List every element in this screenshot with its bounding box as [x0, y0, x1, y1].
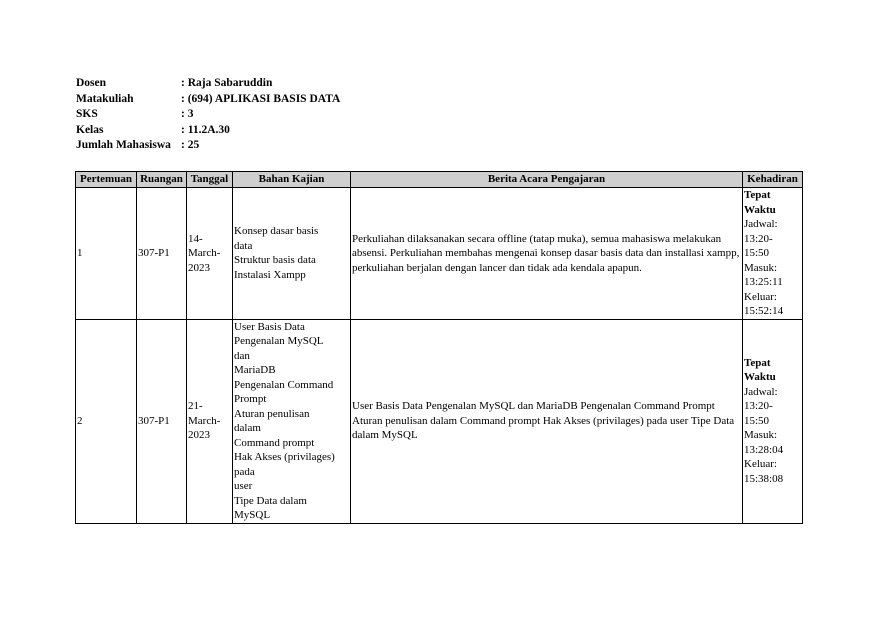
cell-line: 2023: [188, 261, 210, 274]
info-label: Dosen: [76, 77, 107, 89]
cell-line: March-: [188, 414, 221, 427]
cell-line: 13:25:11: [744, 276, 783, 288]
cell-pertemuan: 2: [76, 319, 137, 523]
teaching-report-table: [75, 171, 803, 524]
cell-line: 13:20-: [744, 400, 773, 413]
cell-line: 15:52:14: [744, 305, 784, 317]
cell-line: MariaDB: [234, 364, 276, 376]
cell-line: data: [234, 239, 253, 252]
cell-line: Pengenalan MySQL: [234, 335, 324, 347]
info-label: SKS: [76, 108, 98, 120]
cell-line: Prompt: [234, 393, 267, 405]
info-value: : 3: [181, 108, 194, 120]
cell-line: MySQL: [234, 509, 271, 521]
info-label: Matakuliah: [76, 92, 134, 105]
status-label: Waktu: [744, 203, 776, 216]
cell-line: Struktur basis data: [234, 254, 316, 267]
cell-line: user: [234, 480, 253, 492]
cell-line: 15:50: [744, 247, 770, 259]
cell-line: Masuk:: [744, 429, 777, 442]
table-row: [76, 188, 803, 320]
info-label: Kelas: [76, 123, 104, 136]
cell-line: pada: [234, 465, 255, 478]
column-header-pertemuan: Pertemuan: [76, 172, 137, 188]
info-value: : (694) APLIKASI BASIS DATA: [181, 92, 341, 105]
cell-line: Instalasi Xampp: [234, 268, 306, 281]
cell-line: Keluar:: [744, 458, 777, 471]
column-header-bahan-kajian: Bahan Kajian: [233, 172, 351, 188]
cell-pertemuan: 1: [76, 188, 137, 320]
cell-line: 13:20-: [744, 232, 773, 245]
cell-bahan-kajian: [233, 319, 351, 523]
cell-line: User Basis Data: [234, 320, 305, 333]
cell-line: March-: [188, 247, 221, 259]
cell-tanggal: [187, 188, 233, 320]
info-value: : 25: [181, 139, 200, 151]
info-label: Jumlah Mahasiswa: [76, 139, 171, 151]
status-label: Tepat: [744, 356, 771, 369]
cell-line: Jadwal:: [744, 218, 778, 230]
table-header-row: [76, 172, 803, 188]
column-header-ruangan: Ruangan: [137, 172, 187, 188]
info-row-jumlah-mahasiswa: [76, 138, 340, 154]
cell-tanggal: [187, 319, 233, 523]
course-info: [76, 76, 340, 154]
info-row-sks: [76, 107, 340, 123]
cell-line: 14-: [188, 232, 203, 245]
cell-line: 15:38:08: [744, 472, 784, 485]
cell-line: Keluar:: [744, 290, 777, 303]
info-row-kelas: [76, 123, 340, 139]
cell-line: Pengenalan Command: [234, 378, 334, 391]
cell-line: 21-: [188, 400, 203, 413]
info-row-dosen: [76, 76, 340, 92]
info-row-matakuliah: [76, 92, 340, 108]
cell-line: 2023: [188, 429, 210, 442]
cell-ruangan: 307-P1: [137, 188, 187, 320]
cell-line: 13:28:04: [744, 443, 784, 456]
cell-line: Konsep dasar basis: [234, 225, 319, 238]
cell-berita-acara: User Basis Data Pengenalan MySQL dan MariaDB Pengenalan Command Prompt Aturan penulisan dalam Command prompt Hak Akses (privilages) pada user Tipe Data dalam MySQL: [351, 319, 743, 523]
table-row: [76, 319, 803, 523]
cell-line: Tipe Data dalam: [234, 494, 307, 507]
column-header-kehadiran: Kehadiran: [743, 172, 803, 188]
cell-kehadiran: [743, 319, 803, 523]
cell-line: Command prompt: [234, 436, 315, 449]
info-value: : 11.2A.30: [181, 123, 230, 136]
status-label: Tepat: [744, 189, 771, 201]
column-header-berita-acara: Berita Acara Pengajaran: [351, 172, 743, 188]
cell-line: Aturan penulisan: [234, 407, 310, 420]
cell-line: 15:50: [744, 414, 770, 427]
info-value: : Raja Sabaruddin: [181, 77, 273, 89]
cell-bahan-kajian: [233, 188, 351, 320]
cell-line: Masuk:: [744, 261, 777, 274]
cell-line: dan: [234, 349, 250, 362]
cell-ruangan: 307-P1: [137, 319, 187, 523]
cell-line: Hak Akses (privilages): [234, 451, 335, 463]
cell-line: dalam: [234, 422, 261, 434]
column-header-tanggal: Tanggal: [187, 172, 233, 188]
status-label: Waktu: [744, 371, 776, 384]
cell-line: Jadwal:: [744, 385, 778, 398]
cell-berita-acara: Perkuliahan dilaksanakan secara offline (tatap muka), semua mahasiswa melakukan absensi. Perkuliahan membahas mengenai konsep dasar basis data dan installasi xampp, perkuliahan berjalan dengan lancer dan tidak ada kendala apapun.: [351, 188, 743, 320]
cell-kehadiran: [743, 188, 803, 320]
